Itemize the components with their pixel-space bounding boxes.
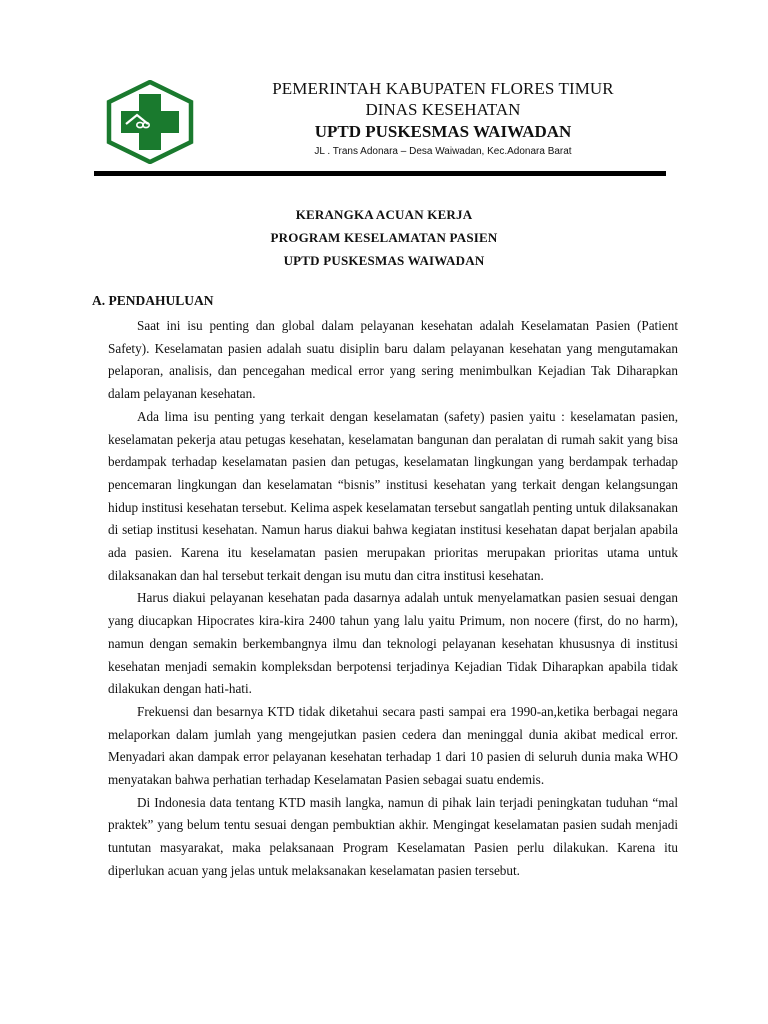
department-name: DINAS KESEHATAN <box>365 100 521 119</box>
letterhead-divider <box>94 171 666 176</box>
institution-name: UPTD PUSKESMAS WAIWADAN <box>314 122 572 141</box>
letterhead <box>210 78 676 160</box>
puskesmas-cross-logo-icon <box>106 80 194 164</box>
paragraph: Saat ini isu penting dan global dalam pelayanan kesehatan adalah Keselamatan Pasien (Patient Safety). Keselamatan pasien adalah suatu disiplin baru dalam pelayanan kesehatan yang mengutamakan pelaporan, analisis, dan pencegahan medical error yang sering menimbulkan Kejadian Tak Diharapkan dalam pelayanan kesehatan. <box>108 318 678 402</box>
address: JL . Trans Adonara – Desa Waiwadan, Kec.Adonara Barat <box>314 146 572 157</box>
title-line-3: UPTD PUSKESMAS WAIWADAN <box>283 253 485 268</box>
section-heading: A. PENDAHULUAN <box>92 293 214 308</box>
paragraph: Harus diakui pelayanan kesehatan pada dasarnya adalah untuk menyelamatkan pasien sesuai dengan yang diucapkan Hipocrates kira-kira 2400 tahun yang lalu yaitu Primum, non nocere (first, do no harm), namun dengan semakin berkembangnya ilmu dan teknologi pelayanan kesehatan khususnya di institusi kesehatan menjadi semakin kompleksdan berpotensi terjadinya Kejadian Tidak Diharapkan apabila tidak dilakukan dengan hati-hati. <box>108 590 678 697</box>
title-line-2: PROGRAM KESELAMATAN PASIEN <box>270 230 498 245</box>
paragraph: Ada lima isu penting yang terkait dengan keselamatan (safety) pasien yaitu : keselamatan pasien, keselamatan pekerja atau petugas kesehatan, keselamatan bangunan dan peralatan di rumah sakit yang bisa berdampak terhadap keselamatan pasien dan petugas, keselamatan lingkungan yang berdampak terhadap pencemaran lingkungan dan keselamatan “bisnis” institusi kesehatan yang terkait dengan kelangsungan hidup institusi kesehatan tersebut. Kelima aspek keselamatan tersebut sangatlah penting untuk dilaksanakan di setiap institusi kesehatan. Namun harus diakui bahwa kegiatan institusi kesehatan dapat berjalan apabila ada pasien. Karena itu keselamatan pasien merupakan prioritas merupakan prioritas utama untuk dilaksanakan dan hal tersebut terkait dengan isu mutu dan citra institusi kesehatan. <box>108 408 678 583</box>
title-line-1: KERANGKA ACUAN KERJA <box>295 207 473 222</box>
document-title <box>0 203 768 272</box>
section-body <box>108 315 678 883</box>
government-name: PEMERINTAH KABUPATEN FLORES TIMUR <box>272 79 614 98</box>
paragraph: Frekuensi dan besarnya KTD tidak diketahui secara pasti sampai era 1990-an,ketika berbagai negara melaporkan dalam jumlah yang mengejutkan pasien cedera dan meninggal dunia akibat medical error. Menyadari akan dampak error pelayanan kesehatan terhadap 1 dari 10 pasien di seluruh dunia maka WHO menyatakan bahwa perhatian terhadap Keselamatan Pasien sebagai suatu endemis. <box>108 703 678 788</box>
paragraph: Di Indonesia data tentang KTD masih langka, namun di pihak lain terjadi peningkatan tuduhan “mal praktek” yang belum tentu sesuai dengan pembuktian akhir. Mengingat keselamatan pasien sudah menjadi tuntutan masyarakat, maka pelaksanaan Program Keselamatan Pasien perlu dilakukan. Karena itu diperlukan acuan yang jelas untuk melaksanakan keselamatan pasien tersebut. <box>108 794 678 878</box>
